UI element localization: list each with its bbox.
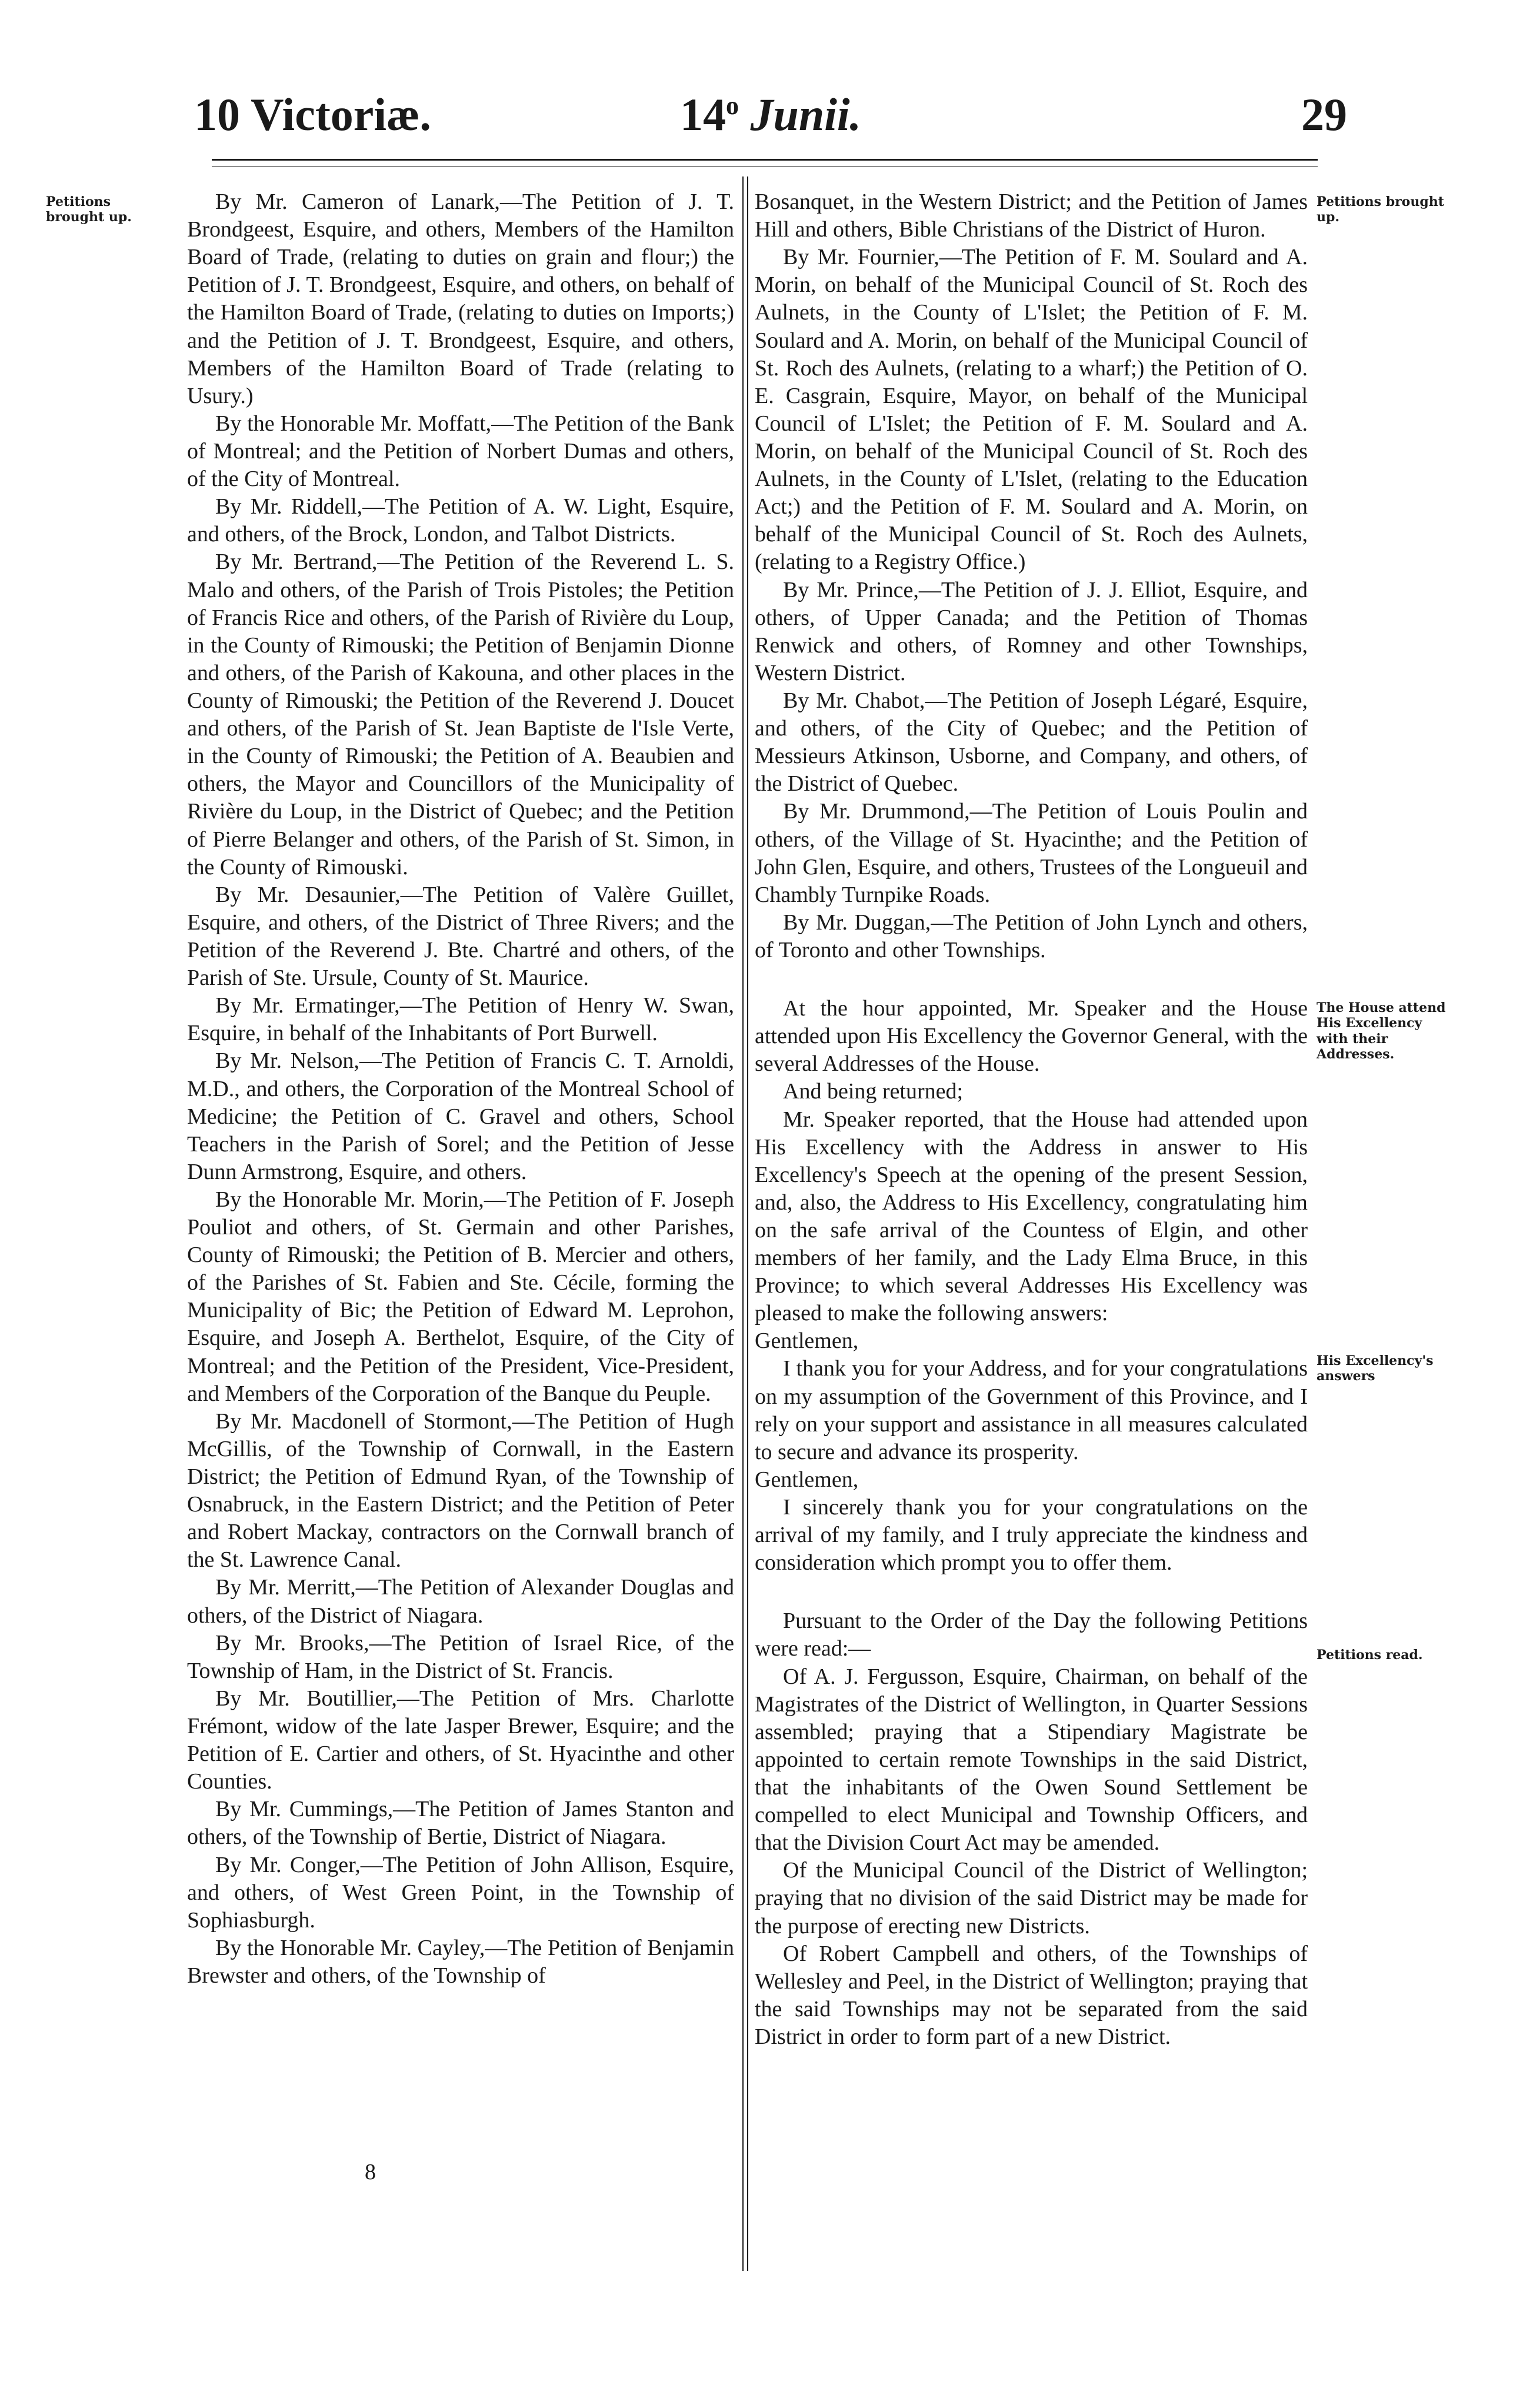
header-day-suffix: o <box>725 91 739 120</box>
paragraph: By Mr. Cameron of Lanark,—The Petition of J. T. Brondgeest, Esquire, and others, Members of the Hamilton Board of Trade, (relating to duties on grain and flour;) the Petition of J. T. Brondgeest, Esquire, and others, on behalf of the Hamilton Board of Trade, (relating to duties on Imports;) and the Petition of J. T. Brondgeest, Esquire, and others, Members of the Hamilton Board of Trade (relating to Usury.) <box>187 189 734 408</box>
paragraph: I sincerely thank you for your congratulations on the arrival of my family, and I truly appreciate the kindness and consideration which prompt you to offer them. <box>755 1495 1308 1576</box>
paragraph: By Mr. Brooks,—The Petition of Israel Rice, of the Township of Ham, in the District of St. Francis. <box>187 1630 734 1683</box>
running-header <box>194 88 1347 153</box>
paragraph: And being returned; <box>783 1079 964 1104</box>
paragraph: By the Honorable Mr. Moffatt,—The Petition of the Bank of Montreal; and the Petition of Norbert Dumas and others, of the City of Montreal. <box>187 411 734 492</box>
paragraph: Of the Municipal Council of the District of Wellington; praying that no division of the said District may be made for the purpose of erecting new Districts. <box>755 1858 1308 1939</box>
paragraph: By Mr. Ermatinger,—The Petition of Henry W. Swan, Esquire, in behalf of the Inhabitants of Port Burwell. <box>187 993 734 1046</box>
paragraph: By Mr. Cummings,—The Petition of James Stanton and others, of the Township of Bertie, District of Niagara. <box>187 1797 734 1850</box>
column-divider <box>742 176 748 2271</box>
header-day: 14 <box>679 89 726 140</box>
salutation: Gentlemen, <box>755 1467 859 1492</box>
margin-note-petitions-brought-up-left: Petitions brought up. <box>46 194 132 225</box>
left-column <box>187 188 734 1990</box>
margin-note-house-attend: The House attend His Excellency with their Addresses. <box>1317 1000 1446 1063</box>
paragraph: Pursuant to the Order of the Day the following Petitions were read:— <box>755 1608 1308 1661</box>
header-date <box>680 88 861 141</box>
paragraph: By Mr. Duggan,—The Petition of John Lynch and others, of Toronto and other Townships. <box>755 910 1308 962</box>
margin-note-petitions-brought-up-right: Petitions brought up. <box>1317 194 1444 225</box>
paragraph: By Mr. Prince,—The Petition of J. J. Elliot, Esquire, and others, of Upper Canada; and the Petition of Thomas Renwick and others, of Romney and other Townships, Western District. <box>755 577 1308 685</box>
signature-mark: 8 <box>365 2160 376 2184</box>
paragraph: By Mr. Desaunier,—The Petition of Valère Guillet, Esquire, and others, of the District of Three Rivers; and the Petition of the Reverend J. Bte. Chartré and others, of the Parish of Ste. Ursule, County of St. Maurice. <box>187 882 734 991</box>
paragraph: At the hour appointed, Mr. Speaker and the House attended upon His Excellency the Governor General, with the several Addresses of the House. <box>755 996 1308 1077</box>
right-column <box>755 188 1308 2051</box>
paragraph: Of A. J. Fergusson, Esquire, Chairman, on behalf of the Magistrates of the District of Wellington, in Quarter Sessions assembled; praying that a Stipendiary Magistrate be appointed to certain remote Townships in the said District, that the inhabitants of the Owen Sound Settlement be compelled to elect Municipal and Township Officers, and that the Division Court Act may be amended. <box>755 1664 1308 1856</box>
paragraph: By Mr. Conger,—The Petition of John Allison, Esquire, and others, of West Green Point, in the Township of Sophiasburgh. <box>187 1852 734 1933</box>
paragraph: I thank you for your Address, and for your congratulations on my assumption of the Government of this Province, and I rely on your support and assistance in all measures calculated to secure and advance its prosperity. <box>755 1356 1308 1464</box>
paragraph: By Mr. Riddell,—The Petition of A. W. Light, Esquire, and others, of the Brock, London, and Talbot Districts. <box>187 494 734 547</box>
paragraph: Mr. Speaker reported, that the House had attended upon His Excellency with the Address in answer to His Excellency's Speech at the opening of the present Session, and, also, the Address to His Excellency, congratulating him on the safe arrival of the Countess of Elgin, and other members of her family, and the Lady Elma Bruce, in this Province; to which several Addresses His Excellency was pleased to make the following answers: <box>755 1107 1308 1326</box>
header-regnal-year: 10 Victoriæ. <box>194 89 431 140</box>
paragraph: By the Honorable Mr. Morin,—The Petition of F. Joseph Pouliot and others, of St. Germain and other Parishes, County of Rimouski; the Petition of B. Mercier and others, of the Parishes of St. Fabien and Ste. Cécile, forming the Municipality of Bic; the Petition of Edward M. Leprohon, Esquire, and Joseph A. Berthelot, Esquire, of the City of Montreal; and the Petition of the President, Vice-President, and Members of the Corporation of the Banque du Peuple. <box>187 1187 734 1406</box>
salutation: Gentlemen, <box>755 1328 859 1354</box>
paragraph: By Mr. Drummond,—The Petition of Louis Poulin and others, of the Village of St. Hyacinthe; and the Petition of John Glen, Esquire, and others, Trustees of the Longueuil and Chambly Turnpike Roads. <box>755 799 1308 907</box>
paragraph: By Mr. Boutillier,—The Petition of Mrs. Charlotte Frémont, widow of the late Jasper Brewer, Esquire; and the Petition of E. Cartier and others, of St. Hyacinthe and other Counties. <box>187 1686 734 1794</box>
page-number: 29 <box>1301 89 1347 140</box>
paragraph: By Mr. Bertrand,—The Petition of the Reverend L. S. Malo and others, of the Parish of Trois Pistoles; the Petition of Francis Rice and others, of the Parish of Rivière du Loup, in the County of Rimouski; the Petition of Benjamin Dionne and others, of the Parish of Kakouna, and other places in the County of Rimouski; the Petition of the Reverend J. Doucet and others, of the Parish of St. Jean Baptiste de l'Isle Verte, in the County of Rimouski; the Petition of A. Beaubien and others, the Mayor and Councillors of the Municipality of Rivière du Loup, in the District of Quebec; and the Petition of Pierre Belanger and others, of the Parish of St. Simon, in the County of Rimouski. <box>187 549 734 880</box>
paragraph: Of Robert Campbell and others, of the Townships of Wellesley and Peel, in the District of Wellington; praying that the said Townships may not be separated from the said District in order to form part of a new District. <box>755 1941 1308 2049</box>
header-month: Junii. <box>750 89 862 140</box>
paragraph: By the Honorable Mr. Cayley,—The Petition of Benjamin Brewster and others, of the Township of <box>187 1935 734 1988</box>
margin-note-petitions-read: Petitions read. <box>1317 1647 1423 1663</box>
margin-note-his-excellency-answers: His Excellency's answers <box>1317 1353 1434 1384</box>
header-rule <box>212 159 1318 161</box>
paragraph: By Mr. Fournier,—The Petition of F. M. Soulard and A. Morin, on behalf of the Municipal Council of St. Roch des Aulnets, in the County of L'Islet; the Petition of F. M. Soulard and A. Morin, on behalf of the Municipal Council of St. Roch des Aulnets, (relating to a wharf;) the Petition of O. E. Casgrain, Esquire, Mayor, on behalf of the Municipal Council of L'Islet; the Petition of F. M. Soulard and A. Morin, on behalf of the Municipal Council of St. Roch des Aulnets, in the County of L'Islet, (relating to the Education Act;) and the Petition of F. M. Soulard and A. Morin, on behalf of the Municipal Council of St. Roch des Aulnets, (relating to a Registry Office.) <box>755 245 1308 575</box>
paragraph: By Mr. Macdonell of Stormont,—The Petition of Hugh McGillis, of the Township of Cornwall, in the Eastern District; the Petition of Edmund Ryan, of the Township of Osnabruck, in the Eastern District; and the Petition of Peter and Robert Mackay, contractors on the Cornwall branch of the St. Lawrence Canal. <box>187 1408 734 1573</box>
paragraph: Bosanquet, in the Western District; and the Petition of James Hill and others, Bible Christians of the District of Huron. <box>755 189 1308 242</box>
paragraph: By Mr. Merritt,—The Petition of Alexander Douglas and others, of the District of Niagara. <box>187 1575 734 1628</box>
paragraph: By Mr. Nelson,—The Petition of Francis C. T. Arnoldi, M.D., and others, the Corporation of the Montreal School of Medicine; the Petition of C. Gravel and others, School Teachers in the Parish of Sorel; and the Petition of Jesse Dunn Armstrong, Esquire, and others. <box>187 1048 734 1184</box>
paragraph: By Mr. Chabot,—The Petition of Joseph Légaré, Esquire, and others, of the City of Quebec; and the Petition of Messieurs Atkinson, Usborne, and Company, and others, of the District of Quebec. <box>755 688 1308 797</box>
